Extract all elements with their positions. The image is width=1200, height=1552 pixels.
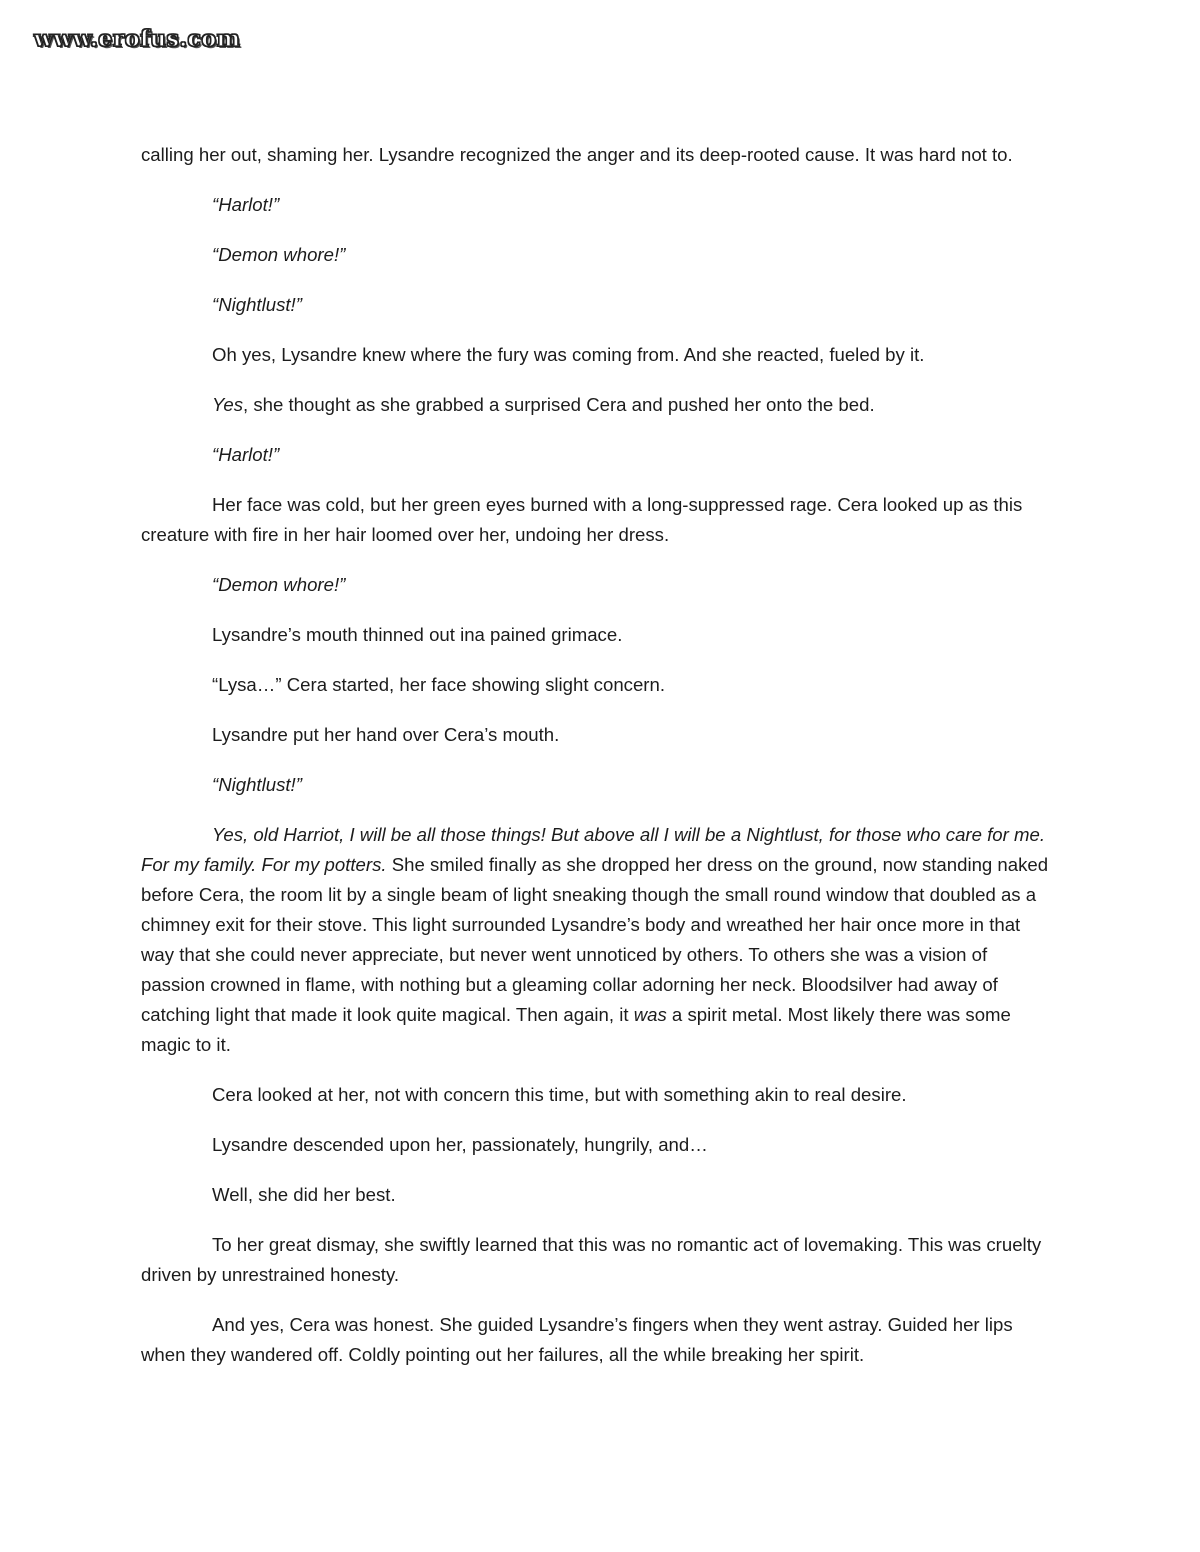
paragraph [141,820,1056,1060]
paragraph-text: She smiled finally as she dropped her dress on the ground, now standing naked before Cera, the room lit by a single beam of light sneaking though the small round window that doubled as a chimney exit for their stove. This light surrounded Lysandre’s body and wreathed her hair once more in that way that she could never appreciate, but never went unnoticed by others. To others she was a vision of passion crowned in flame, with nothing but a gleaming collar adorning her neck. Bloodsilver had away of catching light that made it look quite magical. Then again, it [141,854,1049,1025]
paragraph: Lysandre put her hand over Cera’s mouth. [212,724,560,745]
paragraph: Her face was cold, but her green eyes burned with a long-suppressed rage. Cera looked up as this creature with fire in her hair loomed over her, undoing her dress. [141,494,1023,545]
paragraph: Oh yes, Lysandre knew where the fury was coming from. And she reacted, fueled by it. [212,344,925,365]
dialogue-line: “Demon whore!” [212,244,346,265]
paragraph: Cera looked at her, not with concern this time, but with something akin to real desire. [212,1084,907,1105]
dialogue-line: “Demon whore!” [212,574,346,595]
dialogue-line: “Harlot!” [212,194,280,215]
dialogue-line: “Nightlust!” [212,774,302,795]
paragraph-text: a spirit metal. Most likely there was some magic to it. [141,1004,1011,1055]
document-page [141,140,1056,1390]
paragraph [141,390,1056,420]
dialogue-line: “Harlot!” [212,444,280,465]
site-watermark: www.erofus.com [34,26,241,52]
paragraph: calling her out, shaming her. Lysandre recognized the anger and its deep-rooted cause. It was hard not to. [141,144,1013,165]
paragraph: Lysandre’s mouth thinned out ina pained grimace. [212,624,623,645]
italic-text: Yes [212,394,244,415]
paragraph: Well, she did her best. [212,1184,396,1205]
paragraph: Lysandre descended upon her, passionately, hungrily, and… [212,1134,708,1155]
paragraph-text: , she thought as she grabbed a surprised Cera and pushed her onto the bed. [243,394,875,415]
italic-text: was [633,1004,667,1025]
italic-text: Yes, old Harriot, I will be all those things! But above all I will be a Nightlust, for those who care for me. For my family. For my potters. [141,824,1045,875]
paragraph: “Lysa…” Cera started, her face showing slight concern. [212,674,665,695]
paragraph: And yes, Cera was honest. She guided Lysandre’s fingers when they went astray. Guided her lips when they wandered off. Coldly pointing out her failures, all the while breaking her spirit. [141,1314,1013,1365]
paragraph: To her great dismay, she swiftly learned that this was no romantic act of lovemaking. This was cruelty driven by unrestrained honesty. [141,1234,1042,1285]
dialogue-line: “Nightlust!” [212,294,302,315]
